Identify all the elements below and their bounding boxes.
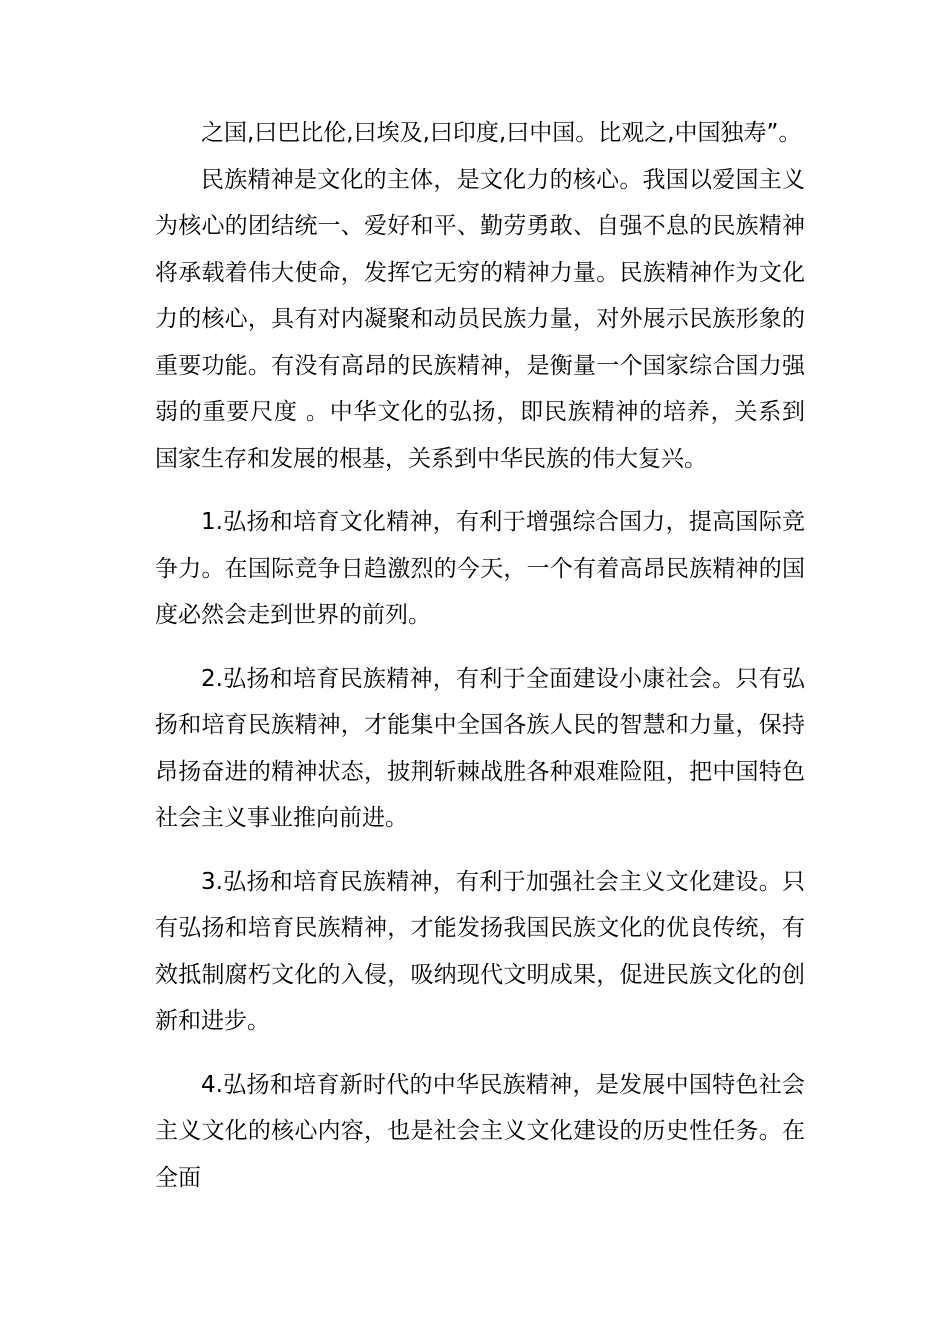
- paragraph-national-spirit: 民族精神是文化的主体，是文化力的核心。我国以爱国主义为核心的团结统一、爱好和平、勤劳勇敢、自强不息的民族精神将承载着伟大使命，发挥它无穷的精神力量。民族精神作为文化力的核心，具有对内凝聚和动员民族力量，对外展示民族形象的重要功能。有没有高昂的民族精神，是衡量一个国家综合国力强弱的重要尺度 。中华文化的弘扬，即民族精神的培养，关系到国家生存和发展的根基，关系到中华民族的伟大复兴。: [155, 166, 805, 472]
- paragraph-point-3: 3.弘扬和培育民族精神，有利于加强社会主义文化建设。只有弘扬和培育民族精神，才能发扬我国民族文化的优良传统，有效抵制腐朽文化的入侵，吸纳现代文明成果，促进民族文化的创新和进步。: [155, 868, 805, 1034]
- paragraph-intro-quote: 之国,曰巴比伦,曰埃及,曰印度,曰中国。比观之,中国独寿”。: [201, 120, 802, 146]
- paragraph-point-4: 4.弘扬和培育新时代的中华民族精神，是发展中国特色社会主义文化的核心内容，也是社会主义文化建设的历史性任务。在全面: [155, 1071, 805, 1191]
- document-body: [155, 110, 805, 1201]
- paragraph-point-1: 1.弘扬和培育文化精神，有利于增强综合国力，提高国际竞争力。在国际竞争日趋激烈的今天，一个有着高昂民族精神的国度必然会走到世界的前列。: [155, 509, 805, 628]
- paragraph-point-2: 2.弘扬和培育民族精神，有利于全面建设小康社会。只有弘扬和培育民族精神，才能集中全国各族人民的智慧和力量，保持昂扬奋进的精神状态，披荆斩棘战胜各种艰难险阻，把中国特色社会主义事业推向前进。: [155, 665, 805, 831]
